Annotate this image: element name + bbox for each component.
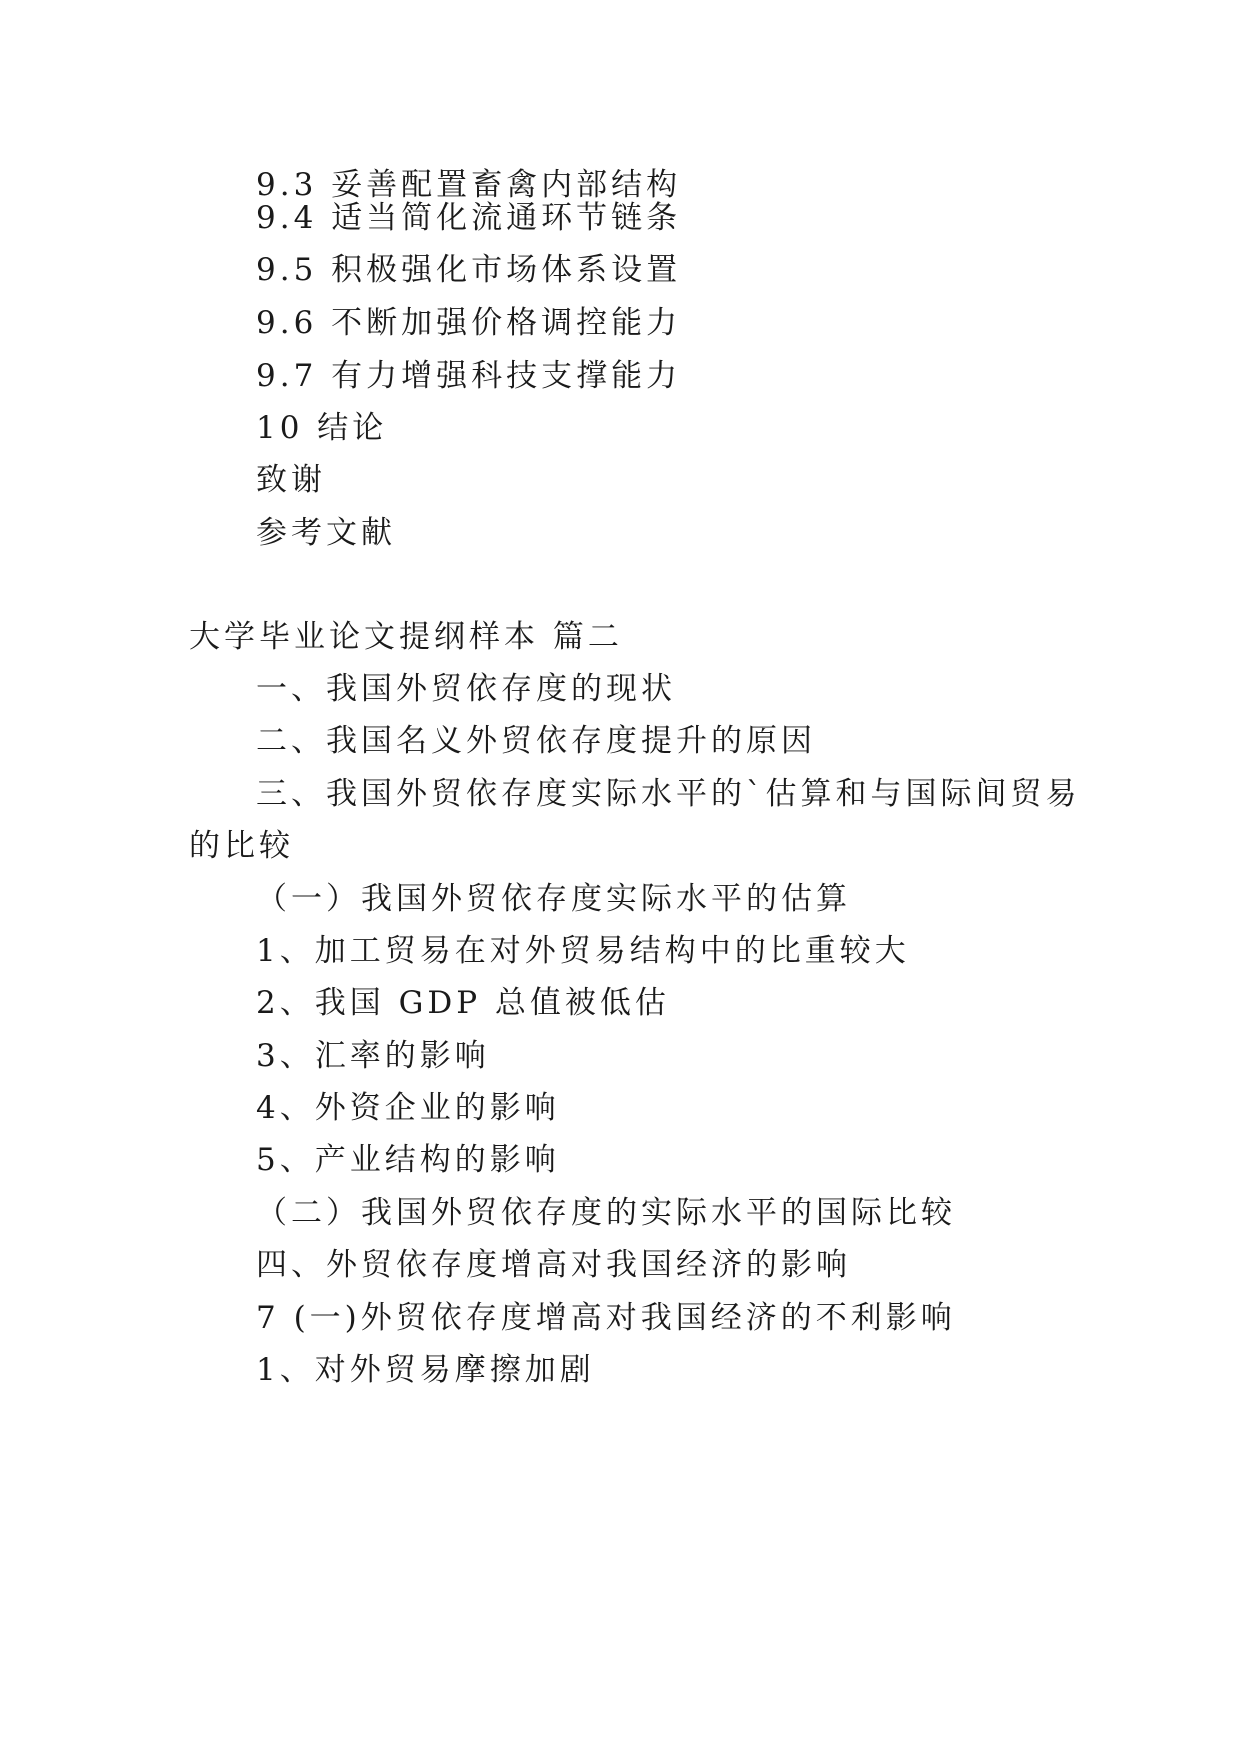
outline-sub-1-point-2: 2、我国 GDP 总值被低估	[256, 985, 670, 1021]
toc-line-9-3: 9.3 妥善配置畜禽内部结构	[256, 167, 682, 203]
toc-line-9-6: 9.6 不断加强价格调控能力	[256, 305, 682, 341]
toc-line-9-4: 9.4 适当简化流通环节链条	[256, 200, 682, 236]
toc-line-acknowledgements: 致谢	[256, 462, 326, 498]
outline-item-1: 一、我国外贸依存度的现状	[256, 671, 676, 707]
outline-item-4: 四、外贸依存度增高对我国经济的影响	[256, 1247, 851, 1283]
outline-sub-2: （二）我国外贸依存度的实际水平的国际比较	[256, 1195, 956, 1231]
outline-item-3-line-1: 三、我国外贸依存度实际水平的`估算和与国际间贸易	[256, 776, 1081, 812]
toc-line-references: 参考文献	[256, 515, 396, 551]
outline-sub-1-point-1: 1、加工贸易在对外贸易结构中的比重较大	[256, 933, 910, 969]
toc-line-9-5: 9.5 积极强化市场体系设置	[256, 252, 682, 288]
outline-sub-4-1: 7 (一)外贸依存度增高对我国经济的不利影响	[256, 1300, 956, 1336]
outline-sub-4-1-point-1: 1、对外贸易摩擦加剧	[256, 1352, 595, 1388]
toc-line-9-7: 9.7 有力增强科技支撑能力	[256, 358, 682, 394]
outline-item-3-line-2: 的比较	[189, 828, 294, 864]
outline-sub-1: （一）我国外贸依存度实际水平的估算	[256, 881, 851, 917]
outline-item-2: 二、我国名义外贸依存度提升的原因	[256, 723, 816, 759]
outline-sub-1-point-4: 4、外资企业的影响	[256, 1090, 560, 1126]
outline-sub-1-point-3: 3、汇率的影响	[256, 1038, 490, 1074]
outline-sub-1-point-5: 5、产业结构的影响	[256, 1142, 560, 1178]
toc-line-10: 10 结论	[256, 410, 388, 446]
section-heading: 大学毕业论文提纲样本 篇二	[189, 619, 623, 655]
